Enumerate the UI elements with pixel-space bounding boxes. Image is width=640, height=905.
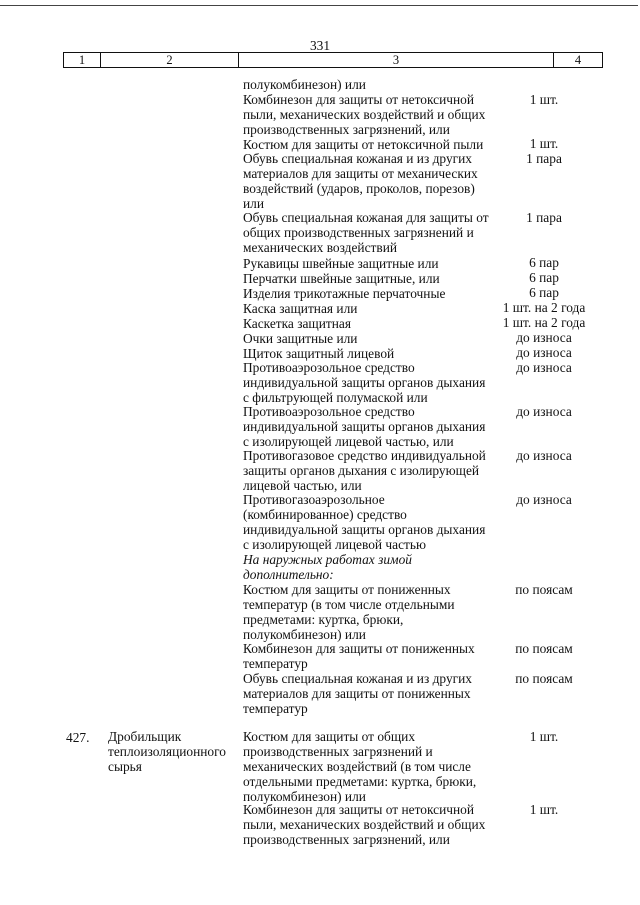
page-number: 331 [309, 38, 331, 53]
top-rule [0, 5, 638, 6]
item-text: Противогазовое средство индивидуальной защиты органов дыхания с изолирующей лицевой частью, или [243, 448, 486, 493]
item-quantity: 1 шт. [529, 92, 559, 107]
item-quantity: 1 шт. на 2 года [502, 315, 586, 330]
header-col-1: 1 [64, 53, 101, 67]
item-quantity: до износа [516, 492, 572, 507]
item-text: Обувь специальная кожаная и из других материалов для защиты от пониженных температур [243, 671, 472, 716]
item-quantity: по поясам [515, 671, 573, 686]
item-quantity: по поясам [515, 641, 573, 656]
item-quantity: 1 пара [526, 210, 562, 225]
header-col-4: 4 [574, 53, 582, 67]
item-text: Комбинезон для защиты от пониженных температур [243, 641, 475, 671]
item-text: Обувь специальная кожаная и из других материалов для защиты от механических воздействий (ударов, проколов, порезов) или [243, 151, 478, 211]
header-col-3: 3 [239, 53, 554, 67]
item-text: Рукавицы швейные защитные или [243, 256, 439, 271]
table-header [63, 52, 603, 68]
section-note: На наружных работах зимой дополнительно: [243, 552, 412, 582]
item-quantity: 1 шт. [529, 136, 559, 151]
item-text: Костюм для защиты от пониженных температур (в том числе отдельными предметами: куртка, брюки, полукомбинезон) или [243, 582, 455, 642]
item-quantity: 6 пар [529, 255, 559, 270]
item-quantity: 1 шт. на 2 года [502, 300, 586, 315]
item-quantity: до износа [516, 330, 572, 345]
item-quantity: до износа [516, 404, 572, 419]
profession-name: Дробильщик теплоизоляционного сырья [108, 729, 226, 774]
item-text: Комбинезон для защиты от нетоксичной пыли, механических воздействий и общих производственных загрязнений, или [243, 802, 486, 847]
item-text: Изделия трикотажные перчаточные [243, 286, 446, 301]
item-quantity: 1 шт. [529, 729, 559, 744]
item-text: Костюм для защиты от нетоксичной пыли [243, 137, 484, 152]
item-text: Костюм для защиты от общих производственных загрязнений и механических воздействий (в том числе отдельными предметами: куртка, брюки, полукомбинезон) или [243, 729, 477, 804]
item-text: полукомбинезон) или [243, 77, 366, 92]
item-text: Очки защитные или [243, 331, 358, 346]
item-text: Обувь специальная кожаная для защиты от общих производственных загрязнений и механических воздействий [243, 210, 489, 255]
item-quantity: до износа [516, 360, 572, 375]
item-text: Противоаэрозольное средство индивидуальной защиты органов дыхания с фильтрующей полумаской или [243, 360, 486, 405]
item-quantity: 6 пар [529, 285, 559, 300]
item-text: Перчатки швейные защитные, или [243, 271, 440, 286]
item-quantity: 1 шт. [529, 802, 559, 817]
entry-number: 427. [66, 730, 90, 745]
item-quantity: по поясам [515, 582, 573, 597]
header-col-2: 2 [101, 53, 239, 67]
item-text: Щиток защитный лицевой [243, 346, 395, 361]
item-text: Каскетка защитная [243, 316, 352, 331]
item-text: Каска защитная или [243, 301, 358, 316]
item-text: Комбинезон для защиты от нетоксичной пыли, механических воздействий и общих производственных загрязнений, или [243, 92, 486, 137]
item-quantity: до износа [516, 448, 572, 463]
item-text: Противогазоаэрозольное (комбинированное) средство индивидуальной защиты органов дыхания с изолирующей лицевой частью [243, 492, 486, 552]
item-quantity: до износа [516, 345, 572, 360]
item-text: Противоаэрозольное средство индивидуальной защиты органов дыхания с изолирующей лицевой частью, или [243, 404, 486, 449]
item-quantity: 6 пар [529, 270, 559, 285]
item-quantity: 1 пара [526, 151, 562, 166]
